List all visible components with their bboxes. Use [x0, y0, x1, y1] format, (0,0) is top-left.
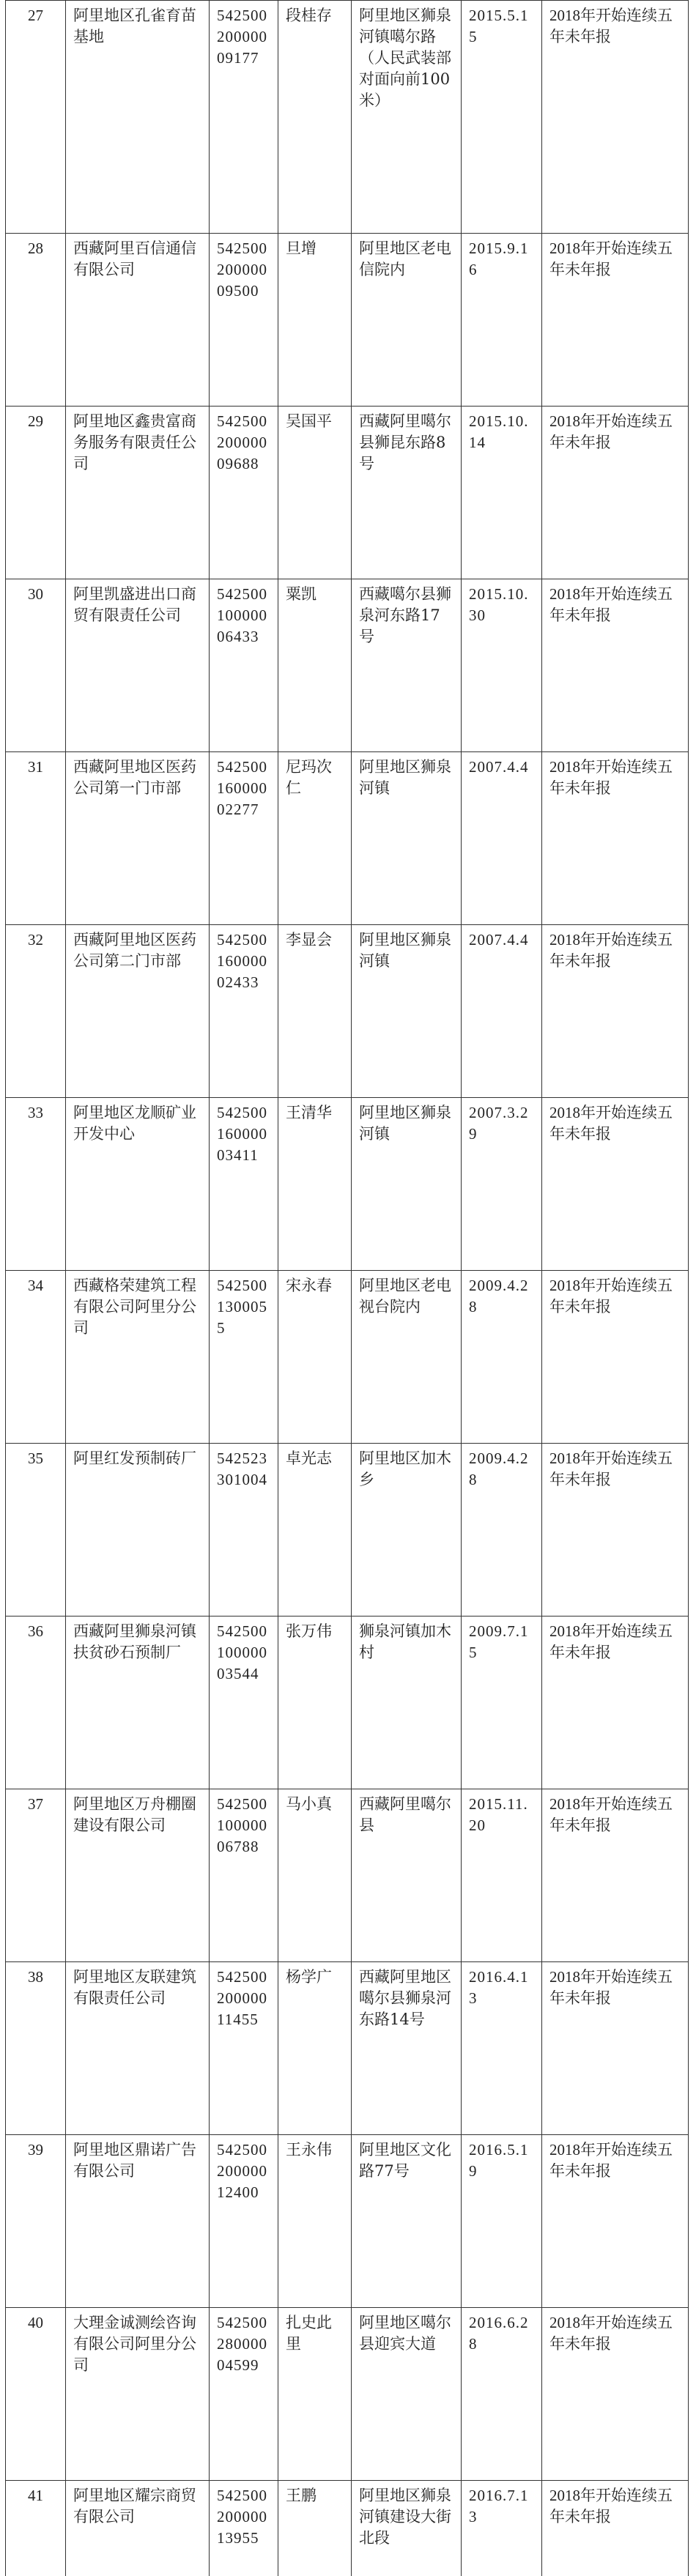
annual-report-status-cell: 2018年开始连续五年未年报 [542, 1789, 689, 1962]
annual-report-status-cell: 2018年开始连续五年未年报 [542, 925, 689, 1098]
enterprise-name-cell: 西藏阿里地区医药公司第一门市部 [66, 752, 210, 925]
registration-number-cell: 54250010000006433 [210, 579, 278, 752]
registration-number-cell: 54250016000003411 [210, 1098, 278, 1271]
address-cell: 西藏阿里噶尔县 [352, 1789, 462, 1962]
annual-report-status-cell: 2018年开始连续五年未年报 [542, 2481, 689, 2576]
registration-number-cell: 54250020000011455 [210, 1962, 278, 2135]
annual-report-status-cell: 2018年开始连续五年未年报 [542, 2135, 689, 2308]
registration-date-cell: 2015.9.16 [462, 234, 542, 407]
annual-report-status-cell: 2018年开始连续五年未年报 [542, 234, 689, 407]
table-row [6, 1444, 689, 1617]
enterprise-name-cell: 西藏阿里百信通信有限公司 [66, 234, 210, 407]
annual-report-status-cell: 2018年开始连续五年未年报 [542, 1098, 689, 1271]
registration-number-cell: 54250016000002277 [210, 752, 278, 925]
registration-number-cell: 54250016000002433 [210, 925, 278, 1098]
legal-representative-cell: 宋永春 [278, 1271, 352, 1444]
enterprise-name-cell: 阿里地区鑫贵富商务服务有限责任公司 [66, 407, 210, 579]
table-row [6, 1617, 689, 1789]
enterprise-name-cell: 西藏阿里狮泉河镇扶贫砂石预制厂 [66, 1617, 210, 1789]
annual-report-status-cell: 2018年开始连续五年未年报 [542, 1271, 689, 1444]
enterprise-name-cell: 阿里地区耀宗商贸有限公司 [66, 2481, 210, 2576]
registration-date-cell: 2007.3.29 [462, 1098, 542, 1271]
legal-representative-cell: 卓光志 [278, 1444, 352, 1617]
table-body [6, 1, 689, 2576]
legal-representative-cell: 马小真 [278, 1789, 352, 1962]
registration-date-cell: 2016.6.28 [462, 2308, 542, 2481]
address-cell: 阿里地区老电信院内 [352, 234, 462, 407]
registration-date-cell: 2015.10.30 [462, 579, 542, 752]
annual-report-status-cell: 2018年开始连续五年未年报 [542, 1, 689, 234]
table-row [6, 1962, 689, 2135]
registration-date-cell: 2016.5.19 [462, 2135, 542, 2308]
enterprise-name-cell: 阿里地区鼎诺广告有限公司 [66, 2135, 210, 2308]
address-cell: 阿里地区文化路77号 [352, 2135, 462, 2308]
legal-representative-cell: 扎史此里 [278, 2308, 352, 2481]
legal-representative-cell: 王清华 [278, 1098, 352, 1271]
row-index-cell: 30 [6, 579, 66, 752]
legal-representative-cell: 王永伟 [278, 2135, 352, 2308]
registration-number-cell: 54250020000009688 [210, 407, 278, 579]
enterprise-name-cell: 阿里地区友联建筑有限责任公司 [66, 1962, 210, 2135]
enterprise-name-cell: 阿里红发预制砖厂 [66, 1444, 210, 1617]
address-cell: 阿里地区狮泉河镇噶尔路（人民武装部对面向前100米） [352, 1, 462, 234]
legal-representative-cell: 杨学广 [278, 1962, 352, 2135]
enterprise-name-cell: 阿里地区万舟棚圈建设有限公司 [66, 1789, 210, 1962]
registration-number-cell: 54250028000004599 [210, 2308, 278, 2481]
legal-representative-cell: 吴国平 [278, 407, 352, 579]
address-cell: 阿里地区噶尔县迎宾大道 [352, 2308, 462, 2481]
legal-representative-cell: 李显会 [278, 925, 352, 1098]
enterprise-name-cell: 阿里地区孔雀育苗基地 [66, 1, 210, 234]
address-cell: 阿里地区狮泉河镇 [352, 752, 462, 925]
legal-representative-cell: 张万伟 [278, 1617, 352, 1789]
registration-date-cell: 2009.4.28 [462, 1271, 542, 1444]
registration-number-cell: 54250020000013955 [210, 2481, 278, 2576]
registration-number-cell: 54250010000003544 [210, 1617, 278, 1789]
address-cell: 阿里地区加木乡 [352, 1444, 462, 1617]
legal-representative-cell: 旦增 [278, 234, 352, 407]
row-index-cell: 40 [6, 2308, 66, 2481]
annual-report-status-cell: 2018年开始连续五年未年报 [542, 2308, 689, 2481]
enterprise-table [5, 0, 689, 2576]
row-index-cell: 29 [6, 407, 66, 579]
registration-date-cell: 2015.11.20 [462, 1789, 542, 1962]
row-index-cell: 38 [6, 1962, 66, 2135]
registration-date-cell: 2015.5.15 [462, 1, 542, 234]
table-row [6, 407, 689, 579]
address-cell: 阿里地区狮泉河镇 [352, 1098, 462, 1271]
enterprise-name-cell: 阿里地区龙顺矿业开发中心 [66, 1098, 210, 1271]
address-cell: 西藏阿里地区噶尔县狮泉河东路14号 [352, 1962, 462, 2135]
table-row [6, 234, 689, 407]
enterprise-name-cell: 阿里凯盛进出口商贸有限责任公司 [66, 579, 210, 752]
row-index-cell: 41 [6, 2481, 66, 2576]
registration-number-cell: 54250020000009500 [210, 234, 278, 407]
table-row [6, 2135, 689, 2308]
registration-date-cell: 2016.4.13 [462, 1962, 542, 2135]
row-index-cell: 32 [6, 925, 66, 1098]
registration-date-cell: 2007.4.4 [462, 925, 542, 1098]
legal-representative-cell: 粟凯 [278, 579, 352, 752]
registration-number-cell: 54250020000009177 [210, 1, 278, 234]
table-row [6, 579, 689, 752]
row-index-cell: 35 [6, 1444, 66, 1617]
table-row [6, 2308, 689, 2481]
row-index-cell: 27 [6, 1, 66, 234]
registration-number-cell: 54250020000012400 [210, 2135, 278, 2308]
enterprise-name-cell: 西藏阿里地区医药公司第二门市部 [66, 925, 210, 1098]
address-cell: 阿里地区老电视台院内 [352, 1271, 462, 1444]
registration-date-cell: 2009.7.15 [462, 1617, 542, 1789]
table-row [6, 2481, 689, 2576]
registration-date-cell: 2007.4.4 [462, 752, 542, 925]
row-index-cell: 33 [6, 1098, 66, 1271]
legal-representative-cell: 段桂存 [278, 1, 352, 234]
row-index-cell: 31 [6, 752, 66, 925]
address-cell: 阿里地区狮泉河镇 [352, 925, 462, 1098]
annual-report-status-cell: 2018年开始连续五年未年报 [542, 1444, 689, 1617]
address-cell: 西藏阿里噶尔县狮昆东路8号 [352, 407, 462, 579]
legal-representative-cell: 尼玛次仁 [278, 752, 352, 925]
annual-report-status-cell: 2018年开始连续五年未年报 [542, 1617, 689, 1789]
table-row [6, 752, 689, 925]
address-cell: 阿里地区狮泉河镇建设大街北段 [352, 2481, 462, 2576]
row-index-cell: 39 [6, 2135, 66, 2308]
table-row [6, 1, 689, 234]
table-row [6, 1789, 689, 1962]
legal-representative-cell: 王鹏 [278, 2481, 352, 2576]
registration-number-cell: 542523301004 [210, 1444, 278, 1617]
enterprise-name-cell: 大理金诚测绘咨询有限公司阿里分公司 [66, 2308, 210, 2481]
table-row [6, 1271, 689, 1444]
registration-number-cell: 5425001300055 [210, 1271, 278, 1444]
annual-report-status-cell: 2018年开始连续五年未年报 [542, 407, 689, 579]
address-cell: 西藏噶尔县狮泉河东路17号 [352, 579, 462, 752]
row-index-cell: 34 [6, 1271, 66, 1444]
registration-number-cell: 54250010000006788 [210, 1789, 278, 1962]
table-row [6, 925, 689, 1098]
enterprise-name-cell: 西藏格荣建筑工程有限公司阿里分公司 [66, 1271, 210, 1444]
row-index-cell: 28 [6, 234, 66, 407]
annual-report-status-cell: 2018年开始连续五年未年报 [542, 752, 689, 925]
row-index-cell: 37 [6, 1789, 66, 1962]
annual-report-status-cell: 2018年开始连续五年未年报 [542, 1962, 689, 2135]
registration-date-cell: 2009.4.28 [462, 1444, 542, 1617]
row-index-cell: 36 [6, 1617, 66, 1789]
registration-date-cell: 2016.7.13 [462, 2481, 542, 2576]
registration-date-cell: 2015.10.14 [462, 407, 542, 579]
table-row [6, 1098, 689, 1271]
address-cell: 狮泉河镇加木村 [352, 1617, 462, 1789]
annual-report-status-cell: 2018年开始连续五年未年报 [542, 579, 689, 752]
